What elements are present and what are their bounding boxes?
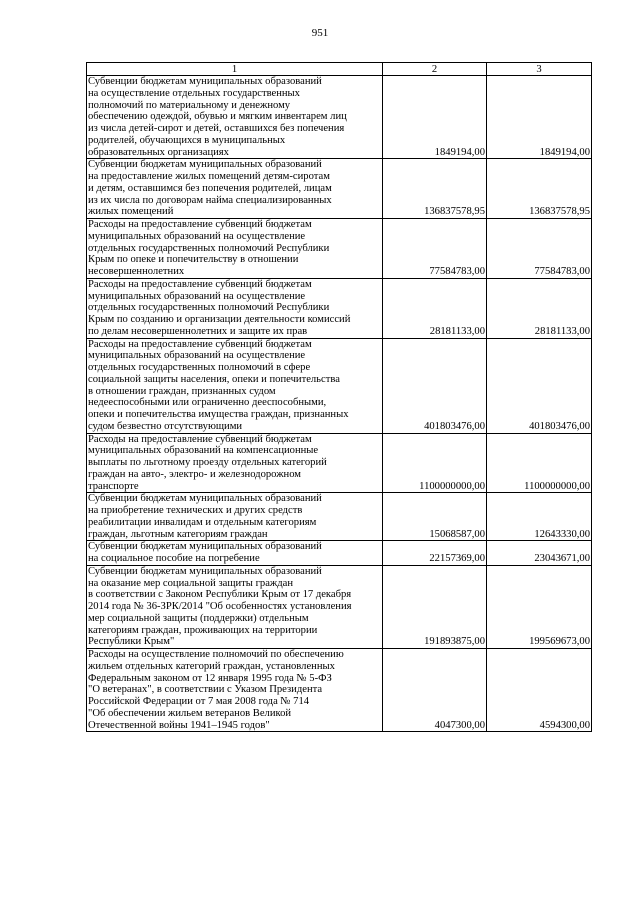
row-description xyxy=(87,338,383,433)
description-line: Крым по опеке и попечительству в отношении xyxy=(88,254,299,266)
description-line: муниципальных образований на осуществление xyxy=(88,290,306,302)
table-row xyxy=(87,219,592,279)
table-row xyxy=(87,76,592,159)
budget-table xyxy=(86,62,592,732)
row-description xyxy=(87,493,383,541)
row-description xyxy=(87,278,383,338)
description-line: отдельных государственных полномочий в сфере xyxy=(88,362,311,373)
description-line: Субвенции бюджетам муниципальных образований xyxy=(88,76,322,87)
description-line: Расходы на предоставление субвенций бюджетам xyxy=(88,219,312,230)
amount-column-2: 4047300,00 xyxy=(383,649,487,732)
description-line: социальной защиты населения, опеки и попечительства xyxy=(88,373,340,385)
description-line: муниципальных образований на компенсационные xyxy=(88,445,319,457)
amount-column-3: 1100000000,00 xyxy=(487,433,592,493)
description-line: муниципальных образований на осуществление xyxy=(88,350,306,362)
description-line: на предоставление жилых помещений детям-сиротам xyxy=(88,171,330,182)
amount-column-3: 1849194,00 xyxy=(487,76,592,159)
table-header-row xyxy=(87,63,592,76)
column-header-3: 3 xyxy=(487,63,592,76)
row-description xyxy=(87,433,383,493)
description-line: Республики Крым" xyxy=(88,636,175,648)
amount-column-3: 23043671,00 xyxy=(487,541,592,566)
table-body xyxy=(87,76,592,732)
row-description xyxy=(87,219,383,279)
description-line: Российской Федерации от 7 мая 2008 года № 714 xyxy=(88,696,310,707)
description-line: несовершеннолетних xyxy=(88,266,185,277)
description-line: реабилитации инвалидам и отдельным категориям xyxy=(88,516,317,528)
table-row xyxy=(87,338,592,433)
description-line: граждан, льготным категориям граждан xyxy=(88,528,268,540)
description-line: Расходы на осуществление полномочий по обеспечению xyxy=(88,649,344,660)
description-line: Отечественной войны 1941–1945 годов" xyxy=(88,719,270,731)
description-line: на осуществление отдельных государственных xyxy=(88,87,300,99)
table-row xyxy=(87,278,592,338)
description-line: "О ветеранах", в соответствии с Указом Президента xyxy=(88,684,323,696)
amount-column-2: 401803476,00 xyxy=(383,338,487,433)
amount-column-3: 401803476,00 xyxy=(487,338,592,433)
description-line: опеки и попечительства имущества граждан, признанных xyxy=(88,409,349,420)
column-header-1: 1 xyxy=(87,63,383,76)
amount-column-2: 77584783,00 xyxy=(383,219,487,279)
description-line: 2014 года № 36-ЗРК/2014 "Об особенностях установления xyxy=(88,601,352,612)
description-line: отдельных государственных полномочий Республики xyxy=(88,302,330,314)
description-line: родителей, обучающихся в муниципальных xyxy=(88,134,286,146)
description-line: из числа детей-сирот и детей, оставшихся без попечения xyxy=(88,123,345,134)
row-description xyxy=(87,76,383,159)
description-line: из их числа по договорам найма специализированных xyxy=(88,194,332,206)
amount-column-3: 12643330,00 xyxy=(487,493,592,541)
description-line: Субвенции бюджетам муниципальных образований xyxy=(88,565,322,577)
description-line: мер социальной защиты (поддержки) отдельным xyxy=(88,612,309,624)
table-row xyxy=(87,493,592,541)
description-line: на приобретение технических и других средств xyxy=(88,505,303,516)
table-row xyxy=(87,649,592,732)
row-description xyxy=(87,541,383,566)
description-line: Крым по созданию и организации деятельности комиссий xyxy=(88,314,351,325)
page-number: 951 xyxy=(311,27,329,39)
description-line: Расходы на предоставление субвенций бюджетам xyxy=(88,338,312,350)
description-line: жильем отдельных категорий граждан, установленных xyxy=(88,660,335,672)
description-line: по делам несовершеннолетних и защите их прав xyxy=(88,325,308,337)
description-line: отдельных государственных полномочий Республики xyxy=(88,242,330,254)
description-line: Субвенции бюджетам муниципальных образований xyxy=(88,541,322,553)
table-row xyxy=(87,541,592,566)
description-line: Расходы на предоставление субвенций бюджетам xyxy=(88,433,312,445)
amount-column-2: 1100000000,00 xyxy=(383,433,487,493)
table-row xyxy=(87,159,592,219)
description-line: выплаты по льготному проезду отдельных категорий xyxy=(88,457,327,468)
amount-column-3: 77584783,00 xyxy=(487,219,592,279)
row-description xyxy=(87,565,383,648)
description-line: в отношении граждан, признанных судом xyxy=(88,385,276,397)
description-line: образовательных организациях xyxy=(88,146,229,158)
row-description xyxy=(87,159,383,219)
description-line: жилых помещений xyxy=(88,206,174,218)
description-line: недееспособными или ограниченно дееспособными, xyxy=(88,397,327,409)
description-line: транспорте xyxy=(88,480,139,492)
amount-column-3: 136837578,95 xyxy=(487,159,592,219)
row-description xyxy=(87,649,383,732)
description-line: и детям, оставшимся без попечения родителей, лицам xyxy=(88,182,332,194)
table-row xyxy=(87,433,592,493)
description-line: Субвенции бюджетам муниципальных образований xyxy=(88,493,322,505)
description-line: Субвенции бюджетам муниципальных образований xyxy=(88,159,322,171)
amount-column-2: 15068587,00 xyxy=(383,493,487,541)
description-line: граждан на авто-, электро- и железнодорожном xyxy=(88,468,301,480)
description-line: Расходы на предоставление субвенций бюджетам xyxy=(88,278,312,290)
description-line: судом безвестно отсутствующими xyxy=(88,420,243,432)
description-line: на оказание мер социальной защиты граждан xyxy=(88,577,294,589)
amount-column-2: 136837578,95 xyxy=(383,159,487,219)
amount-column-2: 191893875,00 xyxy=(383,565,487,648)
column-header-2: 2 xyxy=(383,63,487,76)
description-line: муниципальных образований на осуществление xyxy=(88,230,306,242)
description-line: в соответствии с Законом Республики Крым от 17 декабря xyxy=(88,589,352,601)
amount-column-3: 199569673,00 xyxy=(487,565,592,648)
description-line: полномочий по материальному и денежному xyxy=(88,99,291,111)
amount-column-2: 22157369,00 xyxy=(383,541,487,566)
description-line: на социальное пособие на погребение xyxy=(88,553,260,564)
description-line: категориям граждан, проживающих на территории xyxy=(88,624,318,636)
description-line: "Об обеспечении жильем ветеранов Великой xyxy=(88,707,292,719)
description-line: обеспечению одеждой, обувью и мягким инвентарем лиц xyxy=(88,111,347,123)
table-row xyxy=(87,565,592,648)
amount-column-3: 28181133,00 xyxy=(487,278,592,338)
amount-column-2: 1849194,00 xyxy=(383,76,487,159)
description-line: Федеральным законом от 12 января 1995 года № 5-ФЗ xyxy=(88,672,332,684)
amount-column-2: 28181133,00 xyxy=(383,278,487,338)
amount-column-3: 4594300,00 xyxy=(487,649,592,732)
